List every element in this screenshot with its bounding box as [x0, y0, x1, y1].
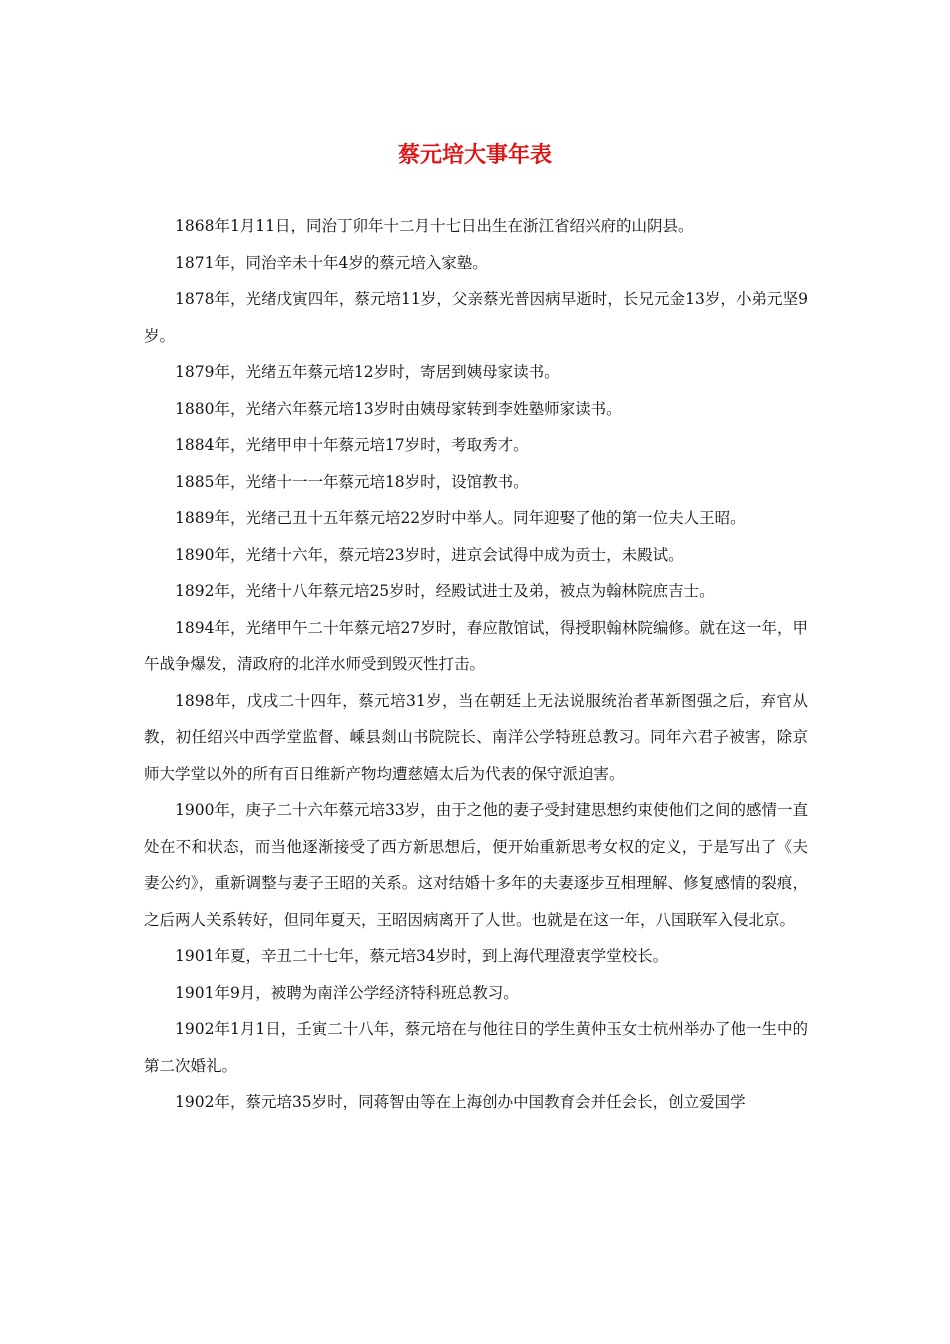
- timeline-entry-1889: 1889年，光绪己丑十五年蔡元培22岁时中举人。同年迎娶了他的第一位夫人王昭。: [175, 509, 746, 527]
- timeline-entry-1868: 1868年1月11日，同治丁卯年十二月十七日出生在浙江省绍兴府的山阴县。: [175, 217, 694, 235]
- timeline-entry-1898: 1898年，戊戌二十四年，蔡元培31岁，当在朝廷上无法说服统治者革新图强之后，弃官从教，初任绍兴中西学堂监督、嵊县剡山书院院长、南洋公学特班总教习。同年六君子被害，除京师大学堂以外的所有百日维新产物均遭慈嬉太后为代表的保守派迫害。: [144, 691, 808, 783]
- timeline-entry-1902: 1902年，蔡元培35岁时，同蒋智由等在上海创办中国教育会并任会长，创立爱国学: [175, 1093, 746, 1111]
- page-title: 蔡元培大事年表: [397, 143, 552, 168]
- timeline-entry-1901-summer: 1901年夏，辛丑二十七年，蔡元培34岁时，到上海代理澄衷学堂校长。: [175, 947, 669, 965]
- timeline-entry-1878: 1878年，光绪戊寅四年，蔡元培11岁，父亲蔡光普因病早逝时，长兄元金13岁，小弟元坚9岁。: [144, 290, 808, 345]
- timeline-entry-1880: 1880年，光绪六年蔡元培13岁时由姨母家转到李姓塾师家读书。: [175, 399, 622, 418]
- timeline-entry-1890: 1890年，光绪十六年，蔡元培23岁时，进京会试得中成为贡士，未殿试。: [175, 545, 684, 564]
- timeline-entry-1879: 1879年，光绪五年蔡元培12岁时，寄居到姨母家读书。: [175, 363, 560, 381]
- timeline-entry-1892: 1892年，光绪十八年蔡元培25岁时，经殿试进士及弟，被点为翰林院庶吉士。: [175, 582, 715, 600]
- timeline-entry-1901-september: 1901年9月，被聘为南洋公学经济特科班总教习。: [175, 983, 519, 1002]
- timeline-entry-1871: 1871年，同治辛未十年4岁的蔡元培入家塾。: [175, 253, 488, 272]
- timeline-entry-1902-january: 1902年1月1日，壬寅二十八年，蔡元培在与他往日的学生黄仲玉女士杭州举办了他一生中的第二次婚礼。: [144, 1020, 808, 1075]
- timeline-entry-1894: 1894年，光绪甲午二十年蔡元培27岁时，春应散馆试，得授职翰林院编修。就在这一年，甲午战争爆发，清政府的北洋水师受到毁灭性打击。: [144, 618, 808, 673]
- timeline-entry-1884: 1884年，光绪甲申十年蔡元培17岁时，考取秀才。: [175, 436, 529, 454]
- timeline-entry-1885: 1885年，光绪十一一年蔡元培18岁时，设馆教书。: [175, 472, 529, 491]
- timeline-body: [144, 208, 808, 1121]
- timeline-entry-1900: 1900年，庚子二十六年蔡元培33岁，由于之他的妻子受封建思想约束使他们之间的感情一直处在不和状态，而当他逐渐接受了西方新思想后，便开始重新思考女权的定义，于是写出了《夫妻公约》，重新调整与妻子王昭的关系。这对结婚十多年的夫妻逐步互相理解、修复感情的裂痕，之后两人关系转好，但同年夏天，王昭因病离开了人世。也就是在这一年，八国联军入侵北京。: [144, 801, 808, 929]
